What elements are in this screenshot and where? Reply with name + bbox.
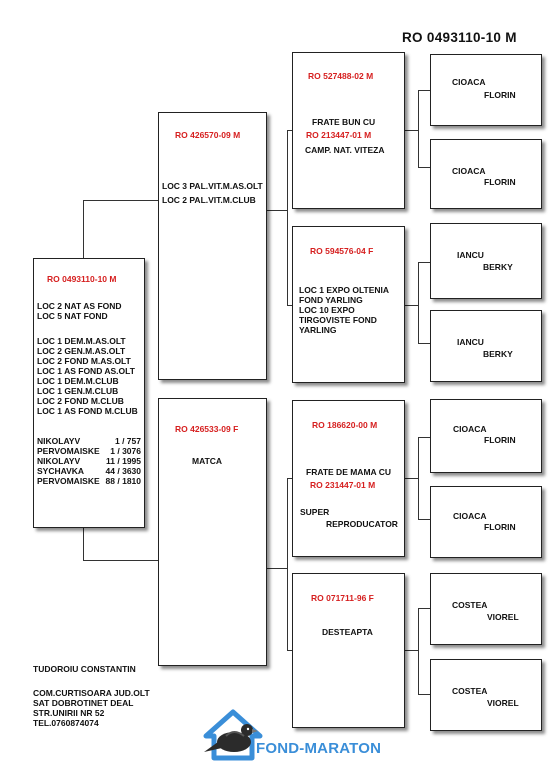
breeder-card — [430, 573, 542, 645]
dam-sire-note: FRATE DE MAMA CU — [306, 467, 391, 477]
result-line: LOC 2 GEN.M.AS.OLT — [37, 346, 126, 356]
connector — [418, 608, 430, 609]
connector — [83, 200, 84, 258]
connector — [418, 90, 430, 91]
result-line: LOC 2 PAL.VIT.M.CLUB — [162, 195, 256, 205]
dam-dam-ring-number: RO 071711-96 F — [311, 593, 374, 603]
dam-ring-number: RO 426533-09 F — [175, 424, 239, 434]
race-result: 11 / 1995 — [106, 456, 141, 466]
address-line: STR.UNIRII NR 52 — [33, 708, 105, 718]
connector — [418, 437, 419, 519]
dam-sire-related-ring: RO 231447-01 M — [310, 480, 376, 490]
result-line: YARLING — [299, 325, 337, 335]
sire-sire-ring-number: RO 527488-02 M — [308, 71, 374, 81]
result-line: LOC 1 GEN.M.CLUB — [37, 386, 119, 396]
race-name: NIKOLAYV — [37, 456, 81, 466]
address-line: SAT DOBROTINET DEAL — [33, 698, 134, 708]
connector — [418, 694, 430, 695]
dam-sire-card — [292, 400, 405, 557]
race-name: PERVOMAISKE — [37, 446, 100, 456]
sire-sire-related-ring: RO 213447-01 M — [306, 130, 372, 140]
subject-results-national — [37, 301, 122, 321]
breeder-card — [430, 659, 542, 731]
dam-card — [158, 398, 267, 666]
result-line: LOC 1 EXPO OLTENIA — [299, 285, 390, 295]
sire-sire-title: CAMP. NAT. VITEZA — [305, 145, 385, 155]
connector — [418, 608, 419, 694]
breeder-first-name: CIOACA — [453, 511, 487, 521]
connector — [418, 90, 419, 167]
address-line: COM.CURTISOARA JUD.OLT — [33, 688, 150, 698]
connector — [418, 343, 430, 344]
sire-dam-card — [292, 226, 405, 383]
result-line: FOND YARLING — [299, 295, 363, 305]
result-line: LOC 1 DEM.M.CLUB — [37, 376, 119, 386]
connector — [418, 262, 419, 343]
sire-dam-results — [299, 285, 389, 335]
connector — [418, 437, 430, 438]
connector — [405, 305, 418, 306]
result-line: LOC 2 NAT AS FOND — [37, 301, 122, 311]
owner-name: TUDOROIU CONSTANTIN — [33, 664, 136, 674]
connector — [287, 130, 288, 305]
breeder-second-name: FLORIN — [484, 90, 516, 100]
dam-note: MATCA — [192, 456, 223, 466]
breeder-card — [430, 223, 542, 299]
breeder-first-name: IANCU — [457, 250, 484, 260]
connector — [287, 478, 288, 650]
race-name: SYCHAVKA — [37, 466, 85, 476]
breeder-first-name: IANCU — [457, 337, 484, 347]
breeder-card — [430, 310, 542, 382]
dam-sire-title-2: REPRODUCATOR — [326, 519, 398, 529]
sire-dam-ring-number: RO 594576-04 F — [310, 246, 374, 256]
connector — [267, 210, 288, 211]
breeder-second-name: VIOREL — [487, 612, 519, 622]
dam-sire-title-1: SUPER — [300, 507, 330, 517]
breeder-second-name: VIOREL — [487, 698, 519, 708]
connector — [83, 528, 84, 560]
result-line: LOC 2 FOND M.AS.OLT — [37, 356, 131, 366]
result-line: LOC 2 FOND M.CLUB — [37, 396, 124, 406]
subject-results-local — [37, 336, 138, 416]
subject-race-results — [37, 436, 141, 486]
breeder-second-name: FLORIN — [484, 522, 516, 532]
breeder-first-name: COSTEA — [452, 686, 488, 696]
dam-dam-card — [292, 573, 405, 728]
race-result: 1 / 757 — [115, 436, 141, 446]
breeder-first-name: COSTEA — [452, 600, 488, 610]
connector — [418, 262, 430, 263]
result-line: LOC 10 EXPO — [299, 305, 355, 315]
owner-address — [33, 688, 150, 728]
address-line: TEL.0760874074 — [33, 718, 99, 728]
dam-dam-note: DESTEAPTA — [322, 627, 373, 637]
breeder-first-name: CIOACA — [453, 424, 487, 434]
sire-card — [158, 112, 267, 380]
subject-pigeon-card — [33, 258, 145, 528]
race-name: PERVOMAISKE — [37, 476, 100, 486]
breeder-card — [430, 54, 542, 126]
breeder-first-name: CIOACA — [452, 166, 486, 176]
dam-sire-ring-number: RO 186620-00 M — [312, 420, 378, 430]
breeder-card — [430, 486, 542, 558]
result-line: TIRGOVISTE FOND — [299, 315, 377, 325]
connector — [418, 519, 430, 520]
connector — [83, 560, 158, 561]
result-line: LOC 1 DEM.M.AS.OLT — [37, 336, 126, 346]
subject-ring-number: RO 0493110-10 M — [47, 274, 117, 284]
breeder-second-name: BERKY — [483, 262, 513, 272]
pigeon-logo-icon — [198, 706, 268, 766]
sire-results — [162, 179, 263, 207]
breeder-card — [430, 399, 542, 473]
connector — [405, 478, 418, 479]
fond-maraton-logo — [198, 706, 388, 766]
connector — [405, 130, 418, 131]
race-result: 44 / 3630 — [105, 466, 141, 476]
result-line: LOC 1 AS FOND AS.OLT — [37, 366, 135, 376]
breeder-second-name: FLORIN — [484, 435, 516, 445]
result-line: LOC 3 PAL.VIT.M.AS.OLT — [162, 181, 263, 191]
race-name: NIKOLAYV — [37, 436, 81, 446]
connector — [83, 200, 158, 201]
breeder-second-name: BERKY — [483, 349, 513, 359]
breeder-first-name: CIOACA — [452, 77, 486, 87]
race-result: 88 / 1810 — [105, 476, 141, 486]
logo-text: FOND-MARATON — [256, 740, 382, 757]
result-line: LOC 5 NAT FOND — [37, 311, 108, 321]
sire-sire-card — [292, 52, 405, 209]
sire-sire-note: FRATE BUN CU — [312, 117, 376, 127]
breeder-card — [430, 139, 542, 209]
connector — [418, 167, 430, 168]
sire-ring-number: RO 426570-09 M — [175, 130, 241, 140]
result-line: LOC 1 AS FOND M.CLUB — [37, 406, 138, 416]
connector — [267, 568, 288, 569]
connector — [405, 650, 418, 651]
breeder-second-name: FLORIN — [484, 177, 516, 187]
race-result: 1 / 3076 — [110, 446, 141, 456]
header-ring-number: RO 0493110-10 M — [402, 30, 517, 45]
